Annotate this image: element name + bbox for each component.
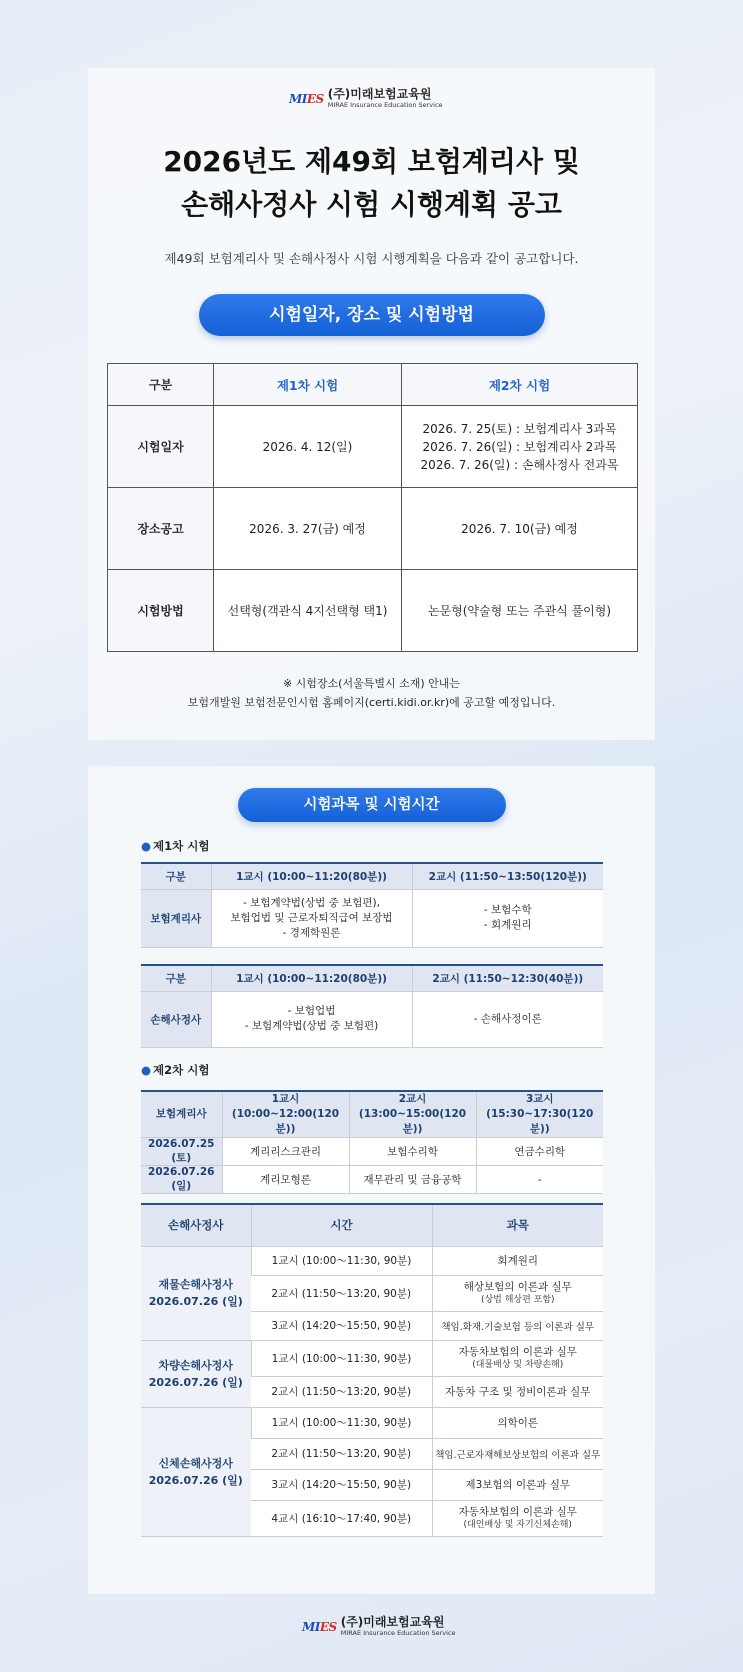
- row-label-venue: 장소공고: [108, 488, 214, 570]
- subject-cell: 연금수리학: [476, 1138, 603, 1166]
- company-name-ko: (주)미래보험교육원: [327, 87, 432, 101]
- table-row: [108, 406, 638, 488]
- period2-header: 2교시 (11:50~12:30(40분)): [412, 965, 603, 991]
- bullet-icon: ●: [141, 1063, 152, 1077]
- section2-heading: 시험과목 및 시험시간: [238, 788, 506, 822]
- venue-second: 2026. 7. 10(금) 예정: [402, 488, 638, 570]
- date-first: 2026. 4. 12(일): [214, 406, 402, 488]
- second-exam-label: ● 제2차 시험: [141, 1063, 210, 1077]
- subject-cell: 의학이론: [432, 1407, 603, 1438]
- table-row: [141, 1340, 603, 1376]
- time-cell: 3교시 (14:20〜15:50, 90분): [251, 1311, 432, 1340]
- adjuster-first-table: [141, 964, 603, 1048]
- col-label: 손해사정사: [141, 1204, 251, 1246]
- actuary-second-table: [141, 1090, 603, 1194]
- subject-cell: 자동차보험의 이론과 실무 (대인배상 및 자기신체손해): [432, 1500, 603, 1536]
- section1-heading: 시험일자, 장소 및 시험방법: [199, 294, 545, 336]
- time-cell: 4교시 (16:10〜17:40, 90분): [251, 1500, 432, 1536]
- company-name-en: MIRAE Insurance Education Service: [340, 1629, 456, 1637]
- table-row: [141, 1407, 603, 1438]
- col-label: 구분: [141, 863, 211, 889]
- first-exam-label: ● 제1차 시험: [141, 839, 210, 853]
- subject-cell: 책임.근로자재해보상보험의 이론과 실무: [432, 1438, 603, 1469]
- time-cell: 2교시 (11:50〜13:20, 90분): [251, 1438, 432, 1469]
- date-cell: 2026.07.25 (토): [141, 1138, 222, 1166]
- adjuster-p1-subjects: - 보험업법 - 보험계약법(상법 중 보험편): [211, 991, 412, 1047]
- row-label-date: 시험일자: [108, 406, 214, 488]
- subject-cell: 제3보험의 이론과 실무: [432, 1469, 603, 1500]
- col-first-exam: 제1차 시험: [214, 364, 402, 406]
- company-name-ko: (주)미래보험교육원: [340, 1615, 445, 1629]
- notice-card: [88, 68, 655, 740]
- col-label: 보험계리사: [141, 1091, 222, 1138]
- table-row: [108, 488, 638, 570]
- group-vehicle: 차량손해사정사 2026.07.26 (일): [141, 1340, 251, 1407]
- period1-header: 1교시 (10:00~11:20(80분)): [211, 863, 412, 889]
- actuary-p2-subjects: - 보험수학 - 회계원리: [412, 889, 603, 947]
- subject-cell: 해상보험의 이론과 실무 (상법 해상편 포함): [432, 1275, 603, 1311]
- col-subject: 과목: [432, 1204, 603, 1246]
- page-title-line1: 2026년도 제49회 보험계리사 및: [163, 145, 580, 178]
- footer-logo: [302, 1616, 456, 1637]
- row-label-method: 시험방법: [108, 570, 214, 652]
- date-second: 2026. 7. 25(토) : 보험계리사 3과목 2026. 7. 26(일) : 보험계리사 2과목 2026. 7. 26(일) : 손해사정사 전과목: [402, 406, 638, 488]
- venue-note: ※ 시험장소(서울특별시 소재) 안내는 보험개발원 보험전문인시험 홈페이지(certi.kidi.or.kr)에 공고할 예정입니다.: [187, 677, 556, 709]
- page-subtitle: 제49회 보험계리사 및 손해사정사 시험 시행계획을 다음과 같이 공고합니다.: [164, 251, 579, 266]
- row-label-actuary: 보험계리사: [141, 889, 211, 947]
- date-cell: 2026.07.26 (일): [141, 1166, 222, 1194]
- subject-cell: 재무관리 및 금융공학: [349, 1166, 476, 1194]
- subject-cell: -: [476, 1166, 603, 1194]
- subject-cell: 보험수리학: [349, 1138, 476, 1166]
- group-property: 재물손해사정사 2026.07.26 (일): [141, 1246, 251, 1340]
- period3-header: 3교시 (15:30~17:30(120분)): [476, 1091, 603, 1138]
- actuary-p1-subjects: - 보험계약법(상법 중 보험편), 보험업법 및 근로자퇴직급여 보장법 - 경제학원론: [211, 889, 412, 947]
- period1-header: 1교시 (10:00~12:00(120분)): [222, 1091, 349, 1138]
- subjects-card: [88, 766, 655, 1594]
- subject-cell: 책임.화재.기술보험 등의 이론과 실무: [432, 1311, 603, 1340]
- adjuster-second-table: [141, 1203, 603, 1537]
- col-time: 시간: [251, 1204, 432, 1246]
- subject-cell: 회계원리: [432, 1246, 603, 1275]
- period2-header: 2교시 (13:00~15:00(120분)): [349, 1091, 476, 1138]
- time-cell: 1교시 (10:00〜11:30, 90분): [251, 1407, 432, 1438]
- venue-first: 2026. 3. 27(금) 예정: [214, 488, 402, 570]
- subject-cell: 자동차보험의 이론과 실무 (대물배상 및 차량손해): [432, 1340, 603, 1376]
- row-label-adjuster: 손해사정사: [141, 991, 211, 1047]
- table-header-row: [108, 364, 638, 406]
- table-row: [141, 1138, 603, 1166]
- actuary-first-table: [141, 862, 603, 948]
- period2-header: 2교시 (11:50~13:50(120분)): [412, 863, 603, 889]
- col-label: 구분: [141, 965, 211, 991]
- method-first: 선택형(객관식 4지선택형 택1): [214, 570, 402, 652]
- time-cell: 2교시 (11:50〜13:20, 90분): [251, 1376, 432, 1407]
- company-name-en: MIRAE Insurance Education Service: [327, 101, 443, 109]
- time-cell: 3교시 (14:20〜15:50, 90분): [251, 1469, 432, 1500]
- col-second-exam: 제2차 시험: [402, 364, 638, 406]
- page-title-line2: 손해사정사 시험 시행계획 공고: [181, 188, 562, 221]
- subject-cell: 계리모형론: [222, 1166, 349, 1194]
- exam-schedule-table: [107, 363, 638, 652]
- mies-logo-mark: MIES: [302, 1619, 337, 1634]
- table-row: [108, 570, 638, 652]
- subject-cell: 자동차 구조 및 정비이론과 실무: [432, 1376, 603, 1407]
- mies-logo-mark: MIES: [289, 91, 324, 106]
- time-cell: 1교시 (10:00〜11:30, 90분): [251, 1246, 432, 1275]
- bullet-icon: ●: [141, 839, 152, 853]
- table-row: [141, 1166, 603, 1194]
- period1-header: 1교시 (10:00~11:20(80분)): [211, 965, 412, 991]
- method-second: 논문형(약술형 또는 주관식 풀이형): [402, 570, 638, 652]
- group-bodily: 신체손해사정사 2026.07.26 (일): [141, 1407, 251, 1536]
- time-cell: 1교시 (10:00〜11:30, 90분): [251, 1340, 432, 1376]
- table-row: [141, 1246, 603, 1275]
- subject-cell: 계리리스크관리: [222, 1138, 349, 1166]
- adjuster-p2-subjects: - 손해사정이론: [412, 991, 603, 1047]
- company-logo: [289, 88, 443, 109]
- col-label: 구분: [108, 364, 214, 406]
- time-cell: 2교시 (11:50〜13:20, 90분): [251, 1275, 432, 1311]
